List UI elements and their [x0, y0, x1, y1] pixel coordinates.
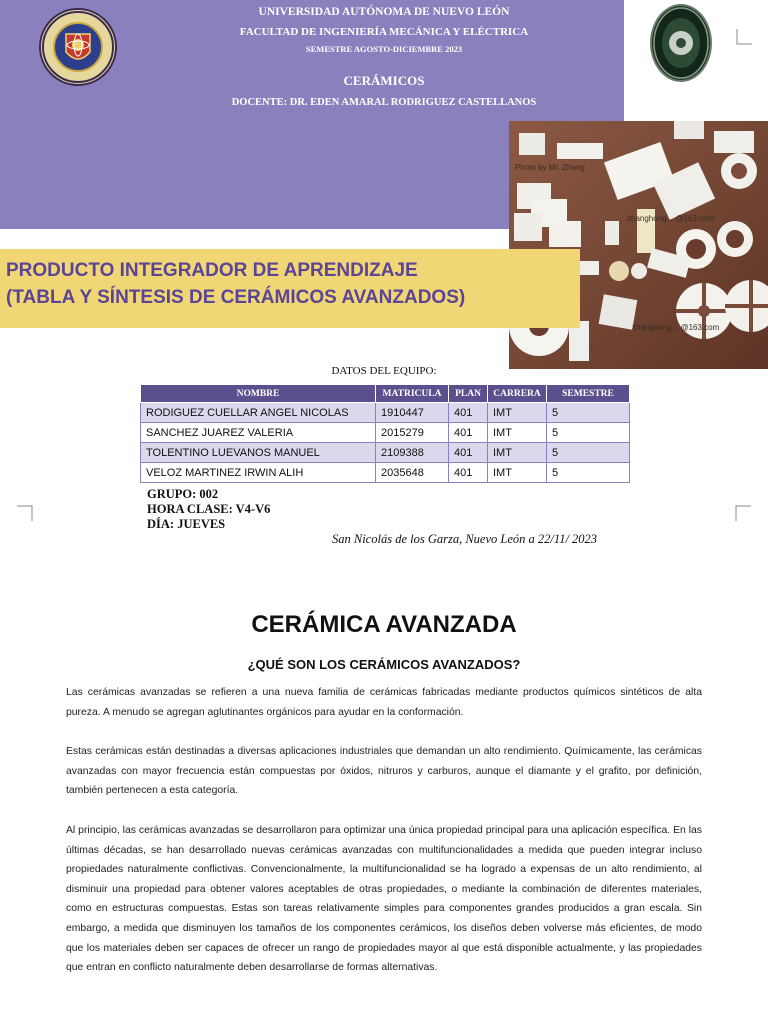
cell-carrera: IMT	[488, 443, 547, 463]
cell-semestre: 5	[547, 403, 630, 423]
section-heading: CERÁMICA AVANZADA	[251, 611, 517, 638]
section-subheading: ¿QUÉ SON LOS CERÁMICOS AVANZADOS?	[247, 657, 521, 672]
group-label: GRUPO: 002	[147, 487, 219, 501]
table-row	[141, 403, 630, 423]
paragraph: Al principio, las cerámicas avanzadas se desarrollaron para optimizar una única propiedad principal para una aplicación específica. En las últimas décadas, se han desarrollado nuevas cerámicas avanzadas con multifuncionalidades a medida que pueden integrar incluso propiedades naturalmente conflictivas. Convencionalmente, la multifuncionalidad se ha logrado a expensas de un alto rendimiento, al disminuir una propiedad para obtener valores aceptables de otras propiedades, o mediante la combinación de diferentes materiales, como en estructuras compuestas. Estas son tareas relativamente simples para componentes grandes producidos a gran escala. Sin embargo, a medida que disminuyen los tamaños de los componentes cerámicos, los diseños deben volverse más eficientes, de modo que los materiales deben ser capaces de ofrecer un rango de propiedades mayor al que está disponible actualmente, y las propiedades que entran en conflicto naturalmente deben desarrollarse de formas alternativas.	[66, 825, 702, 974]
university-name: UNIVERSIDAD AUTÓNOMA DE NUEVO LEÓN	[258, 6, 510, 18]
photo-watermark: zhanghong....@163.com	[627, 214, 715, 223]
cell-matricula: 2109388	[376, 443, 449, 463]
ceramics-photo	[509, 121, 768, 369]
column-header: PLAN	[449, 385, 488, 403]
title-line-1: PRODUCTO INTEGRADOR DE APRENDIZAJE	[6, 260, 418, 281]
cell-semestre: 5	[547, 423, 630, 443]
course-name: CERÁMICOS	[343, 73, 425, 88]
cell-matricula: 1910447	[376, 403, 449, 423]
class-time-label: HORA CLASE: V4-V6	[147, 502, 271, 516]
corner-mark	[17, 505, 33, 521]
column-header: SEMESTRE	[547, 385, 630, 403]
cell-semestre: 5	[547, 463, 630, 483]
team-table	[140, 384, 630, 483]
semester-label: SEMESTRE AGOSTO-DICIEMBRE 2023	[305, 44, 463, 54]
cell-name: RODIGUEZ CUELLAR ANGEL NICOLAS	[141, 403, 376, 423]
cell-name: SANCHEZ JUAREZ VALERIA	[141, 423, 376, 443]
corner-mark	[736, 29, 752, 45]
faculty-name: FACULTAD DE INGENIERÍA MECÁNICA Y ELÉCTRICA	[239, 26, 529, 38]
cell-carrera: IMT	[488, 403, 547, 423]
table-header-row	[141, 385, 630, 403]
cell-matricula: 2015279	[376, 423, 449, 443]
cell-carrera: IMT	[488, 463, 547, 483]
paragraph: Estas cerámicas están destinadas a diversas aplicaciones industriales que demandan un alto rendimiento. Químicamente, las cerámicas avanzadas con mayor frecuencia están compuestas por óxidos, nitruros y carburos, aunque el diamante y el grafito, por definición, también pertenecen a esta categoría.	[66, 746, 702, 797]
cell-plan: 401	[449, 423, 488, 443]
paragraph: Las cerámicas avanzadas se refieren a una nueva familia de cerámicas fabricadas mediante productos químicos sintéticos de alta pureza. A menudo se agregan aglutinantes orgánicos para ayudar en la conformación.	[66, 687, 702, 718]
cell-name: VELOZ MARTINEZ IRWIN ALIH	[141, 463, 376, 483]
team-caption: DATOS DEL EQUIPO:	[331, 365, 437, 377]
corner-mark	[735, 505, 751, 521]
photo-watermark: zhanghong....@163.com	[632, 323, 720, 332]
cell-name: TOLENTINO LUEVANOS MANUEL	[141, 443, 376, 463]
teacher-name: DOCENTE: DR. EDEN AMARAL RODRIGUEZ CASTELLANOS	[231, 97, 537, 108]
cell-plan: 401	[449, 403, 488, 423]
cell-carrera: IMT	[488, 423, 547, 443]
column-header: NOMBRE	[141, 385, 376, 403]
cell-plan: 401	[449, 443, 488, 463]
column-header: CARRERA	[488, 385, 547, 403]
title-line-2: (TABLA Y SÍNTESIS DE CERÁMICOS AVANZADOS)	[6, 287, 466, 308]
table-row	[141, 423, 630, 443]
cell-plan: 401	[449, 463, 488, 483]
table-row	[141, 443, 630, 463]
photo-watermark: Photo by Mr. Zhang	[515, 163, 585, 172]
place-date: San Nicolás de los Garza, Nuevo León a 22/11/ 2023	[332, 532, 598, 546]
column-header: MATRICULA	[376, 385, 449, 403]
cell-semestre: 5	[547, 443, 630, 463]
table-row	[141, 463, 630, 483]
day-label: DÍA: JUEVES	[147, 517, 226, 531]
cell-matricula: 2035648	[376, 463, 449, 483]
title-band	[0, 249, 580, 328]
fime-logo	[650, 4, 712, 82]
